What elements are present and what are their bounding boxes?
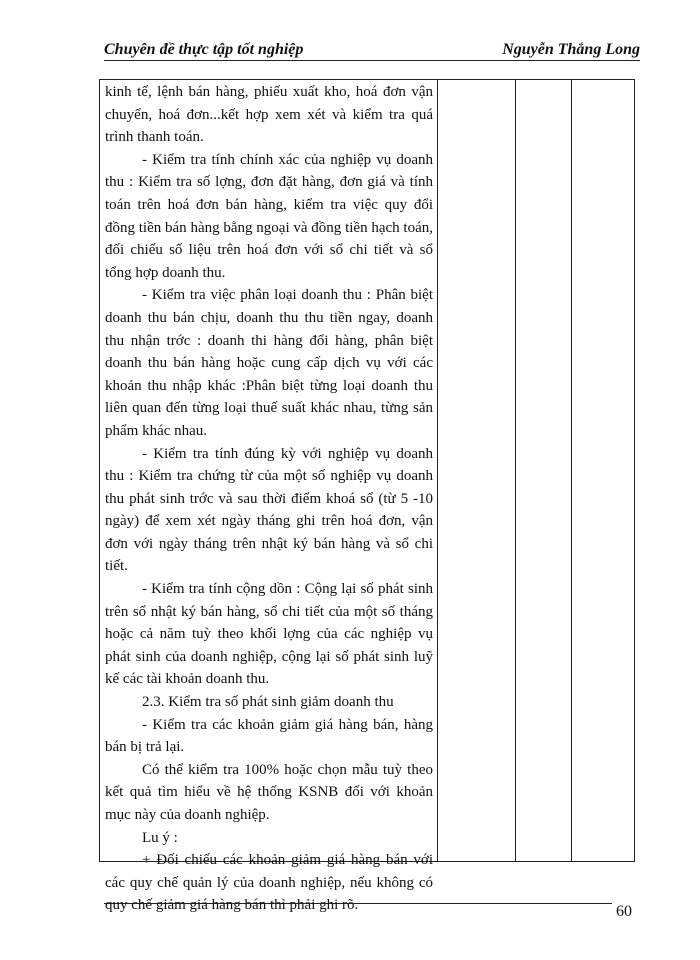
- section-heading: 2.3. Kiểm tra số phát sinh giảm doanh thu: [142, 694, 394, 711]
- main-text-column: [100, 80, 438, 914]
- paragraph: - Kiểm tra các khoản giảm giá hàng bán, hàng bán bị trả lại.: [105, 716, 433, 756]
- paragraph: - Kiểm tra tính chính xác của nghiệp vụ doanh thu : Kiểm tra số lợng, đơn đặt hàng, đơn giá và tính toán trên hoá đơn bán hàng, kiểm tra việc quy đổi đồng tiền bán hàng bằng ngoại và đồng tiền hạch toán, đối chiếu số liệu trên hoá đơn với sổ chi tiết và sổ tổng hợp doanh thu.: [105, 151, 433, 281]
- page-number: 60: [616, 903, 632, 920]
- header-title: Chuyên đề thực tập tốt nghiệp: [104, 41, 304, 58]
- column-divider: [515, 80, 516, 861]
- column-divider: [571, 80, 572, 861]
- paragraph: Lu ý :: [142, 829, 178, 846]
- page-header: [104, 38, 640, 61]
- header-author: Nguyễn Thắng Long: [502, 41, 640, 58]
- paragraph: kinh tế, lệnh bán hàng, phiếu xuất kho, hoá đơn vận chuyển, hoá đơn...kết hợp xem xét và kiểm tra quá trình thanh toán.: [105, 84, 433, 146]
- paragraph: - Kiểm tra việc phân loại doanh thu : Phân biệt doanh thu bán chịu, doanh thu thu tiền ngay, doanh thu nhận trớc : doanh thi hàng đổi hàng, phân biệt doanh thu bán hàng hoặc cung cấp dịch vụ với các khoản thu nhập khác :Phân biệt từng loại doanh thu liên quan đến từng loại thuế suất khác nhau, từng sản phẩm khác nhau.: [105, 287, 433, 439]
- paragraph: + Đối chiếu các khoản giảm giá hàng bán với các quy chế quản lý của doanh nghiệp, nếu không có quy chế giảm giá hàng bán thì phải ghi rõ.: [105, 852, 433, 914]
- paragraph: Có thể kiểm tra 100% hoặc chọn mẫu tuỳ theo kết quả tìm hiểu về hệ thống KSNB đối với khoản mục này của doanh nghiệp.: [105, 761, 433, 823]
- footer-rule: [104, 903, 612, 904]
- paragraph: - Kiểm tra tính đúng kỳ với nghiệp vụ doanh thu : Kiểm tra chứng từ của một số nghiệp vụ doanh thu phát sinh trớc và sau thời điểm khoá sổ (từ 5 -10 ngày) để xem xét ngày tháng ghi trên hoá đơn, vận đơn với ngày tháng trên nhật ký bán hàng và sổ chi tiết.: [105, 445, 433, 575]
- paragraph: - Kiểm tra tính cộng dồn : Cộng lại số phát sinh trên sổ nhật ký bán hàng, sổ chi tiết của một số tháng hoặc cả năm tuỳ theo khối lợng của các nghiệp vụ phát sinh của doanh nghiệp, cộng lại số phát sinh luỹ kế các tài khoản doanh thu.: [105, 581, 433, 688]
